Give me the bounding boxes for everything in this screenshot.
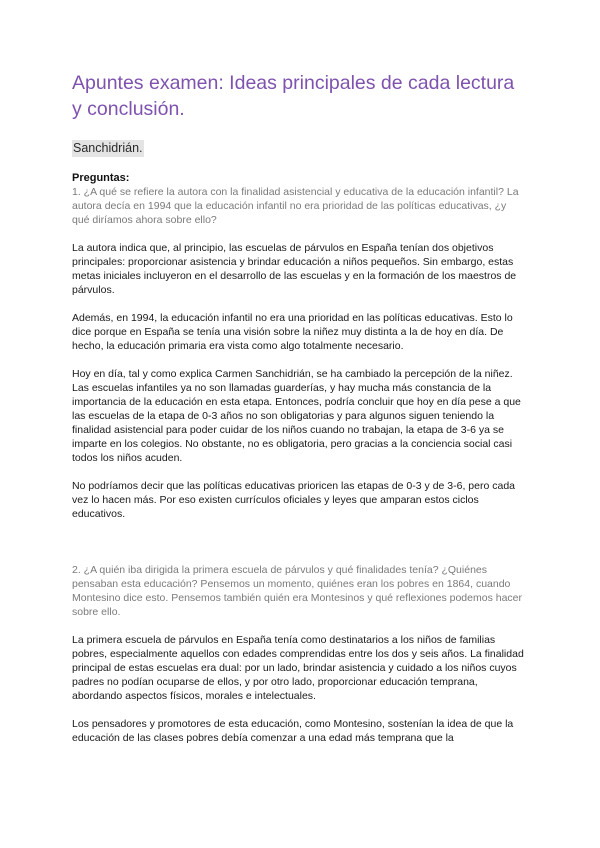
question-1-text: 1. ¿A qué se refiere la autora con la finalidad asistencial y educativa de la educación infantil? La autora decía en 1994 que la educación infantil no era prioridad de las políticas educativas, ¿y qué diríamos ahora sobre ello? bbox=[72, 186, 519, 226]
question-2-text: 2. ¿A quién iba dirigida la primera escuela de párvulos y qué finalidades tenía? ¿Quiénes pensaban esta educación? Pensemos un momento, quiénes eran los pobres en 1864, cuando Montesino dice esto. Pensemos también quién era Montesinos y qué reflexiones podemos hacer sobre ello. bbox=[72, 564, 523, 618]
author-highlight: Sanchidrián. bbox=[73, 141, 143, 155]
answer-2-paragraph-2: Los pensadores y promotores de esta educación, como Montesino, sostenían la idea de que la educación de las clases pobres debía comenzar a una edad más temprana que la bbox=[72, 718, 514, 744]
answer-1-paragraph-2: Además, en 1994, la educación infantil no era una prioridad en las políticas educativas. Esto lo dice porque en España se tenía una visión sobre la niñez muy distinta a la de hoy en día. De hecho, la educación primaria era vista como algo totalmente necesario. bbox=[72, 312, 513, 352]
questions-heading: Preguntas: bbox=[72, 172, 130, 184]
answer-1-paragraph-3: Hoy en día, tal y como explica Carmen Sanchidrián, se ha cambiado la percepción de la niñez. Las escuelas infantiles ya no son llamadas guarderías, y hay mucha más constancia de la importancia de la educación en esta etapa. Entonces, podría concluir que hoy en día pese a que las escuelas de la etapa de 0-3 años no son obligatorias y para algunos siguen teniendo la finalidad asistencial para poder cuidar de los niños cuando no trabajan, la etapa de 3-6 ya se imparte en los colegios. No obstante, no es obligatoria, pero gracias a la conciencia social casi todos los niños acuden. bbox=[72, 368, 521, 464]
answer-1-paragraph-1: La autora indica que, al principio, las escuelas de párvulos en España tenían dos objetivos principales: proporcionar asistencia y brindar educación a niños pequeños. Sin embargo, estas metas iniciales incluyeron en el desarrollo de las escuelas y en la formación de los maestros de párvulos. bbox=[72, 242, 517, 296]
answer-1-paragraph-4: No podríamos decir que las políticas educativas prioricen las etapas de 0-3 y de 3-6, pero cada vez lo hacen más. Por eso existen currículos oficiales y leyes que amparan estos ciclos educativos. bbox=[72, 480, 515, 520]
document-title: Apuntes examen: Ideas principales de cada lectura y conclusión. bbox=[72, 72, 515, 120]
answer-2-paragraph-1: La primera escuela de párvulos en España tenía como destinatarios a los niños de familias pobres, especialmente aquellos con edades comprendidas entre los dos y seis años. La finalidad principal de estas escuelas era dual: por un lado, brindar asistencia y cuidado a los niños cuyos padres no podían ocuparse de ellos, y por otro lado, proporcionar educación temprana, abordando aspectos físicos, morales e intelectuales. bbox=[72, 634, 524, 702]
